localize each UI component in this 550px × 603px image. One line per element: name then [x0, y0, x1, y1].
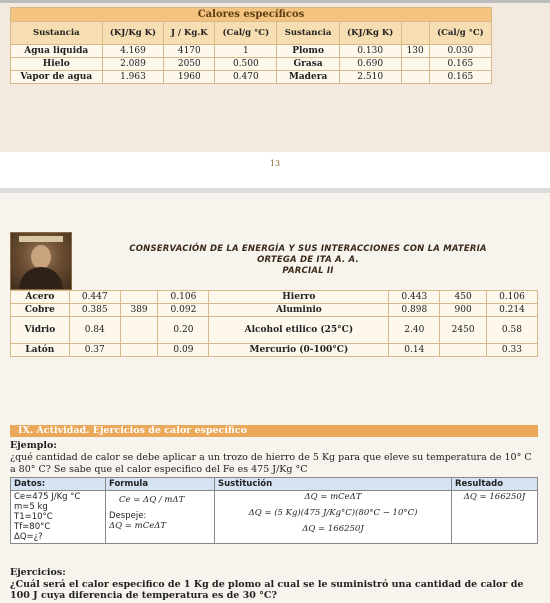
substance-name: Grasa [277, 58, 339, 71]
page-number: 13 [269, 159, 281, 168]
datum: T1=10°C [14, 512, 53, 522]
cell: 0.470 [215, 71, 277, 84]
example-title: Ejemplo: [10, 440, 57, 451]
formula: Ce = ΔQ / mΔT [119, 495, 185, 505]
substitution-line: ΔQ = 166250J [302, 524, 364, 534]
datum: ΔQ=¿? [14, 532, 43, 542]
substitution-line: ΔQ = (5 Kg)(475 J/Kg°C)(80°C − 10°C) [248, 508, 418, 518]
exercise-question: ¿Cuál será el calor especifico de 1 Kg de plomo al cual se le suministró una cantidad de calor de 100 J cuya diferencia de temperatura es de 30 °C? [10, 579, 524, 601]
despeje-label: Despeje: [109, 511, 147, 521]
col-header: Resultado [452, 478, 538, 491]
cell: 4.169 [102, 45, 164, 58]
col-header: Datos: [11, 478, 106, 491]
substance-name: Cobre [11, 304, 70, 317]
datum: Ce=475 J/Kg °C [14, 492, 81, 502]
table-row [11, 344, 538, 357]
cell: 389 [120, 304, 158, 317]
cell: 4170 [164, 45, 215, 58]
substance-name: Madera [277, 71, 339, 84]
table-row [11, 291, 538, 304]
cell [440, 344, 487, 357]
exercises-title: Ejercicios: [10, 567, 66, 578]
col-header: Sustancia [277, 22, 339, 45]
formula-column [106, 491, 215, 544]
substance-name: Latón [11, 344, 70, 357]
page-top [0, 3, 550, 152]
specific-heat-table-top [10, 7, 492, 84]
table-row [11, 317, 538, 344]
cell: 0.500 [215, 58, 277, 71]
col-header: Formula [106, 478, 215, 491]
substance-name: Mercurio (0-100°C) [209, 344, 389, 357]
table-row [11, 71, 492, 84]
cell: 0.14 [389, 344, 440, 357]
cell: 0.20 [158, 317, 209, 344]
example-problem: ¿qué cantidad de calor se debe aplicar a un trozo de hierro de 5 Kg para que eleve su temperatura de 10° C a 80° C? Se sabe que el calor especifico del Fe es 475 J/Kg °C [10, 452, 532, 475]
cell: 900 [440, 304, 487, 317]
portrait-face [31, 245, 51, 269]
cell: 0.58 [486, 317, 537, 344]
heading-line-3: PARCIAL II [282, 266, 334, 276]
table-row [11, 304, 538, 317]
cell: 0.385 [69, 304, 120, 317]
col-header: Sustancia [11, 22, 103, 45]
datum: m=5 kg [14, 502, 48, 512]
table-row [11, 45, 492, 58]
substance-name: Acero [11, 291, 70, 304]
cell [120, 291, 158, 304]
substance-name: Vapor de agua [11, 71, 103, 84]
table-row [11, 58, 492, 71]
substance-name: Alcohol etilico (25°C) [209, 317, 389, 344]
result-column [452, 491, 538, 544]
substance-name: Vidrio [11, 317, 70, 344]
substance-name: Hierro [209, 291, 389, 304]
cell: 1960 [164, 71, 215, 84]
cell: 130 [401, 45, 429, 58]
datum: Tf=80°C [14, 522, 51, 532]
substance-name: Hielo [11, 58, 103, 71]
document-heading [78, 244, 538, 277]
portrait-label-strip [19, 236, 63, 242]
col-header: (Cal/g °C) [215, 22, 277, 45]
cell: 0.898 [389, 304, 440, 317]
cell: 0.106 [486, 291, 537, 304]
substance-name: Plomo [277, 45, 339, 58]
heading-line-2: ORTEGA DE ITA A. A. [257, 255, 359, 265]
cell: 1.963 [102, 71, 164, 84]
cell: 0.443 [389, 291, 440, 304]
cell: 0.092 [158, 304, 209, 317]
cell [120, 317, 158, 344]
cell: 0.33 [486, 344, 537, 357]
col-header: Sustitución [215, 478, 452, 491]
cell: 2.089 [102, 58, 164, 71]
section-title: IX. Actividad. Ejercicios de calor específico [10, 425, 538, 437]
cell: 0.37 [69, 344, 120, 357]
cell: 2.40 [389, 317, 440, 344]
cell: 2.510 [339, 71, 401, 84]
cell [401, 58, 429, 71]
cell: 0.214 [486, 304, 537, 317]
cell [120, 344, 158, 357]
portrait-image [10, 232, 72, 290]
table-title: Calores específicos [11, 8, 492, 22]
cell: 2050 [164, 58, 215, 71]
example-solution-table [10, 477, 538, 544]
cell: 0.130 [339, 45, 401, 58]
substitution-column [215, 491, 452, 544]
cell: 0.030 [429, 45, 491, 58]
cell: 0.106 [158, 291, 209, 304]
col-header: (KJ/Kg K) [339, 22, 401, 45]
cell: 0.690 [339, 58, 401, 71]
col-header: J / Kg.K [164, 22, 215, 45]
cell: 450 [440, 291, 487, 304]
substance-name: Agua liquida [11, 45, 103, 58]
cell: 0.09 [158, 344, 209, 357]
despeje-formula: ΔQ = mCeΔT [109, 521, 167, 531]
col-header: (Cal/g °C) [429, 22, 491, 45]
substitution-line: ΔQ = mCeΔT [304, 492, 362, 502]
cell: 2450 [440, 317, 487, 344]
col-header: (KJ/Kg K) [102, 22, 164, 45]
cell: 0.165 [429, 71, 491, 84]
specific-heat-table-bottom [10, 290, 538, 357]
cell [401, 71, 429, 84]
data-column [11, 491, 106, 544]
cell: 1 [215, 45, 277, 58]
portrait-coat [19, 267, 63, 289]
cell: 0.165 [429, 58, 491, 71]
cell: 0.84 [69, 317, 120, 344]
col-header [401, 22, 429, 45]
heading-line-1: CONSERVACIÓN DE LA ENERGÍA Y SUS INTERACCIONES CON LA MATERIA [129, 244, 487, 254]
cell: 0.447 [69, 291, 120, 304]
result-value: ΔQ = 166250J [463, 492, 526, 502]
substance-name: Aluminio [209, 304, 389, 317]
